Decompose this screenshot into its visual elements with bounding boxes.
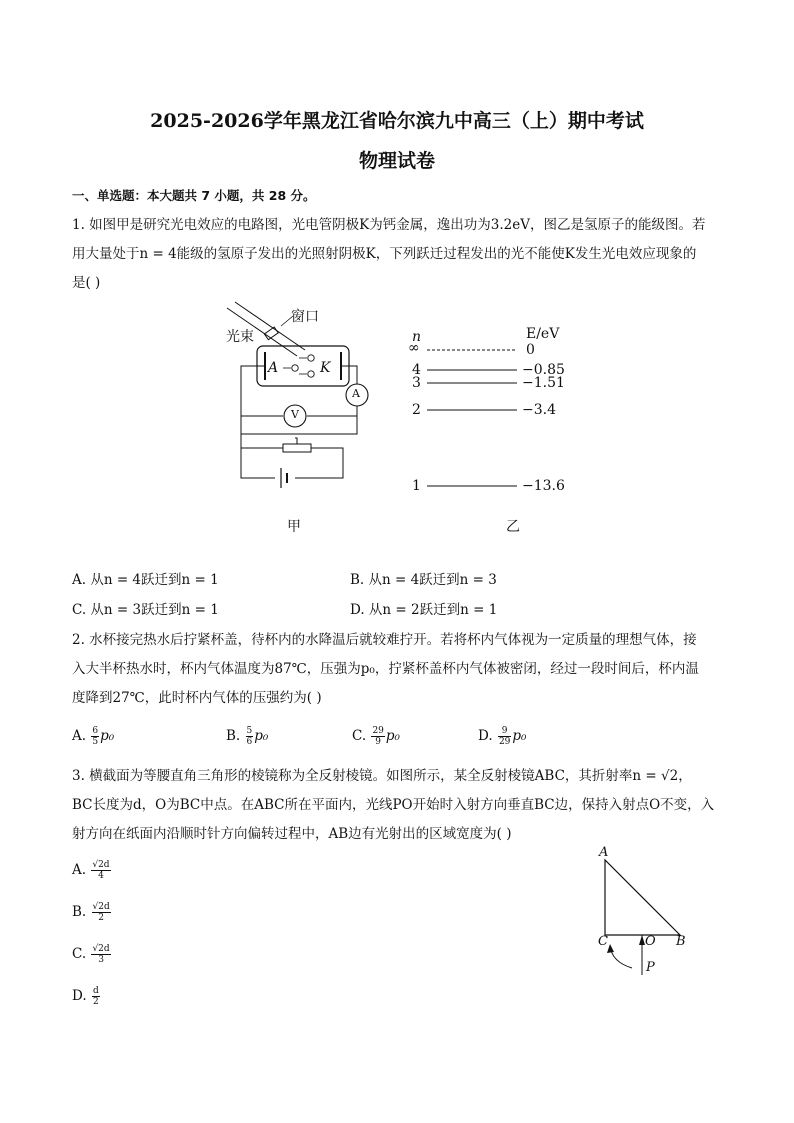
label-cathode: K	[320, 360, 331, 376]
q1-option-a[interactable]: A. 从n = 4跃迁到n = 1	[72, 572, 219, 588]
q3-line2: BC长度为d，O为BC中点。在ABC所在平面内，光线PO开始时入射方向垂直BC边，保持入射点O不变，入	[72, 797, 715, 813]
q2-option-d-num: 9	[498, 726, 511, 737]
q3-option-a[interactable]	[72, 860, 112, 881]
q2-option-d-fraction	[498, 726, 511, 747]
level-e-1: −13.6	[522, 478, 565, 494]
q3-option-a-fraction	[91, 860, 110, 881]
q2-option-c-num: 29	[372, 726, 384, 736]
level-e-2: −3.4	[522, 402, 556, 418]
q2-stem	[72, 626, 722, 713]
voltmeter-symbol: V	[291, 408, 299, 421]
q3-option-b-fraction	[92, 902, 111, 923]
prism-vertex-a: A	[599, 845, 609, 860]
q2-option-b-fraction	[246, 726, 254, 747]
q2-option-a-den: 5	[92, 737, 99, 747]
q2-option-d-den: 29	[498, 737, 511, 747]
exam-subtitle: 物理试卷	[358, 150, 435, 172]
q2-option-a-tail: p₀	[100, 728, 115, 744]
q2-line2: 入大半杯热水时，杯内气体温度为87℃，压强为p₀，拧紧杯盖杯内气体被密闭，经过一段时间后，杯内温	[72, 661, 699, 677]
prism-point-p: P	[646, 960, 655, 975]
q2-option-d[interactable]	[478, 726, 526, 747]
q3-option-b-den: 2	[98, 913, 104, 923]
q1-line1: 1. 如图甲是研究光电效应的电路图，光电管阴极K为钙金属，逸出功为3.2eV，图乙是氢原子的能级图。若	[72, 217, 706, 233]
fig-caption-jia: 甲	[287, 519, 301, 535]
q3-option-d-num: d	[92, 986, 99, 996]
q1-line2: 用大量处于n = 4能级的氢原子发出的光照射阴极K，下列跃迁过程发出的光不能使K发生光电效应现象的	[72, 246, 697, 262]
q2-option-b[interactable]	[226, 726, 268, 747]
level-e-inf: 0	[526, 342, 535, 358]
q2-option-a[interactable]	[72, 726, 114, 747]
energy-header: E/eV	[526, 326, 560, 342]
prism-point-o: O	[645, 934, 656, 949]
q3-option-a-letter: A.	[72, 862, 87, 878]
q2-option-c-fraction	[371, 726, 384, 747]
q3-option-a-den: 4	[98, 871, 104, 881]
q3-option-c-fraction	[91, 944, 110, 965]
q2-option-a-letter: A.	[72, 728, 87, 744]
q2-option-b-den: 6	[246, 737, 253, 747]
q2-option-b-letter: B.	[226, 728, 241, 744]
q1-option-b[interactable]: B. 从n = 4跃迁到n = 3	[350, 572, 497, 588]
q3-option-d-fraction	[92, 986, 100, 1007]
q3-stem	[72, 762, 722, 849]
level-n-3: 3	[412, 375, 421, 391]
exam-title: 2025-2026学年黑龙江省哈尔滨九中高三（上）期中考试	[150, 110, 644, 132]
q3-option-c-letter: C.	[72, 946, 87, 962]
label-window: 窗口	[291, 309, 319, 325]
q2-option-d-tail: p₀	[512, 728, 527, 744]
q1-option-c[interactable]: C. 从n = 3跃迁到n = 1	[72, 602, 219, 618]
q3-option-d[interactable]	[72, 986, 101, 1007]
q2-line3: 度降到27℃，此时杯内气体的压强约为( )	[72, 690, 322, 706]
level-n-inf: ∞	[408, 340, 420, 356]
q3-option-b-num: √2d	[92, 902, 110, 912]
q1-option-d[interactable]: D. 从n = 2跃迁到n = 1	[350, 602, 498, 618]
prism-vertex-b: B	[676, 934, 686, 949]
q2-option-c-tail: p₀	[385, 728, 400, 744]
label-beam: 光束	[226, 329, 254, 345]
section-heading: 一、单选题：本大题共 7 小题，共 28 分。	[72, 188, 316, 203]
level-e-4: −0.85	[522, 362, 565, 378]
q3-line1: 3. 横截面为等腰直角三角形的棱镜称为全反射棱镜。如图所示，某全反射棱镜ABC，其折射率n = √2，	[72, 768, 692, 784]
level-n-2: 2	[412, 402, 421, 418]
q1-stem	[72, 211, 722, 298]
q3-prism-figure	[590, 850, 700, 980]
q2-option-b-tail: p₀	[254, 728, 269, 744]
q2-option-a-fraction	[91, 726, 99, 747]
q3-line3: 射方向在纸面内沿顺时针方向偏转过程中，AB边有光射出的区域宽度为( )	[72, 826, 512, 842]
q3-option-b-letter: B.	[72, 904, 87, 920]
q3-option-c-den: 3	[98, 955, 104, 965]
q2-option-b-num: 5	[246, 726, 253, 736]
q2-option-c-letter: C.	[352, 728, 367, 744]
ammeter-symbol: A	[352, 387, 360, 400]
q2-line1: 2. 水杯接完热水后拧紧杯盖，待杯内的水降温后就较难拧开。若将杯内气体视为一定质量的理想气体，接	[72, 632, 697, 648]
prism-vertex-c: C	[598, 934, 608, 949]
q3-option-c-num: √2d	[92, 944, 110, 954]
level-n-4: 4	[412, 362, 421, 378]
q2-option-a-num: 6	[92, 726, 99, 736]
q3-option-b[interactable]	[72, 902, 112, 923]
label-anode: A	[268, 360, 279, 376]
q3-option-c[interactable]	[72, 944, 112, 965]
level-e-3: −1.51	[522, 375, 565, 391]
q1-line3: 是( )	[72, 275, 101, 291]
q2-option-d-letter: D.	[478, 728, 493, 744]
q3-option-d-letter: D.	[72, 988, 87, 1004]
q3-option-d-den: 2	[92, 997, 99, 1007]
fig-caption-yi: 乙	[506, 519, 520, 535]
level-n-1: 1	[412, 478, 421, 494]
n-header: n	[412, 329, 422, 345]
q2-option-c-den: 9	[375, 737, 382, 747]
q3-option-a-num: √2d	[92, 860, 110, 870]
q2-option-c[interactable]	[352, 726, 400, 747]
